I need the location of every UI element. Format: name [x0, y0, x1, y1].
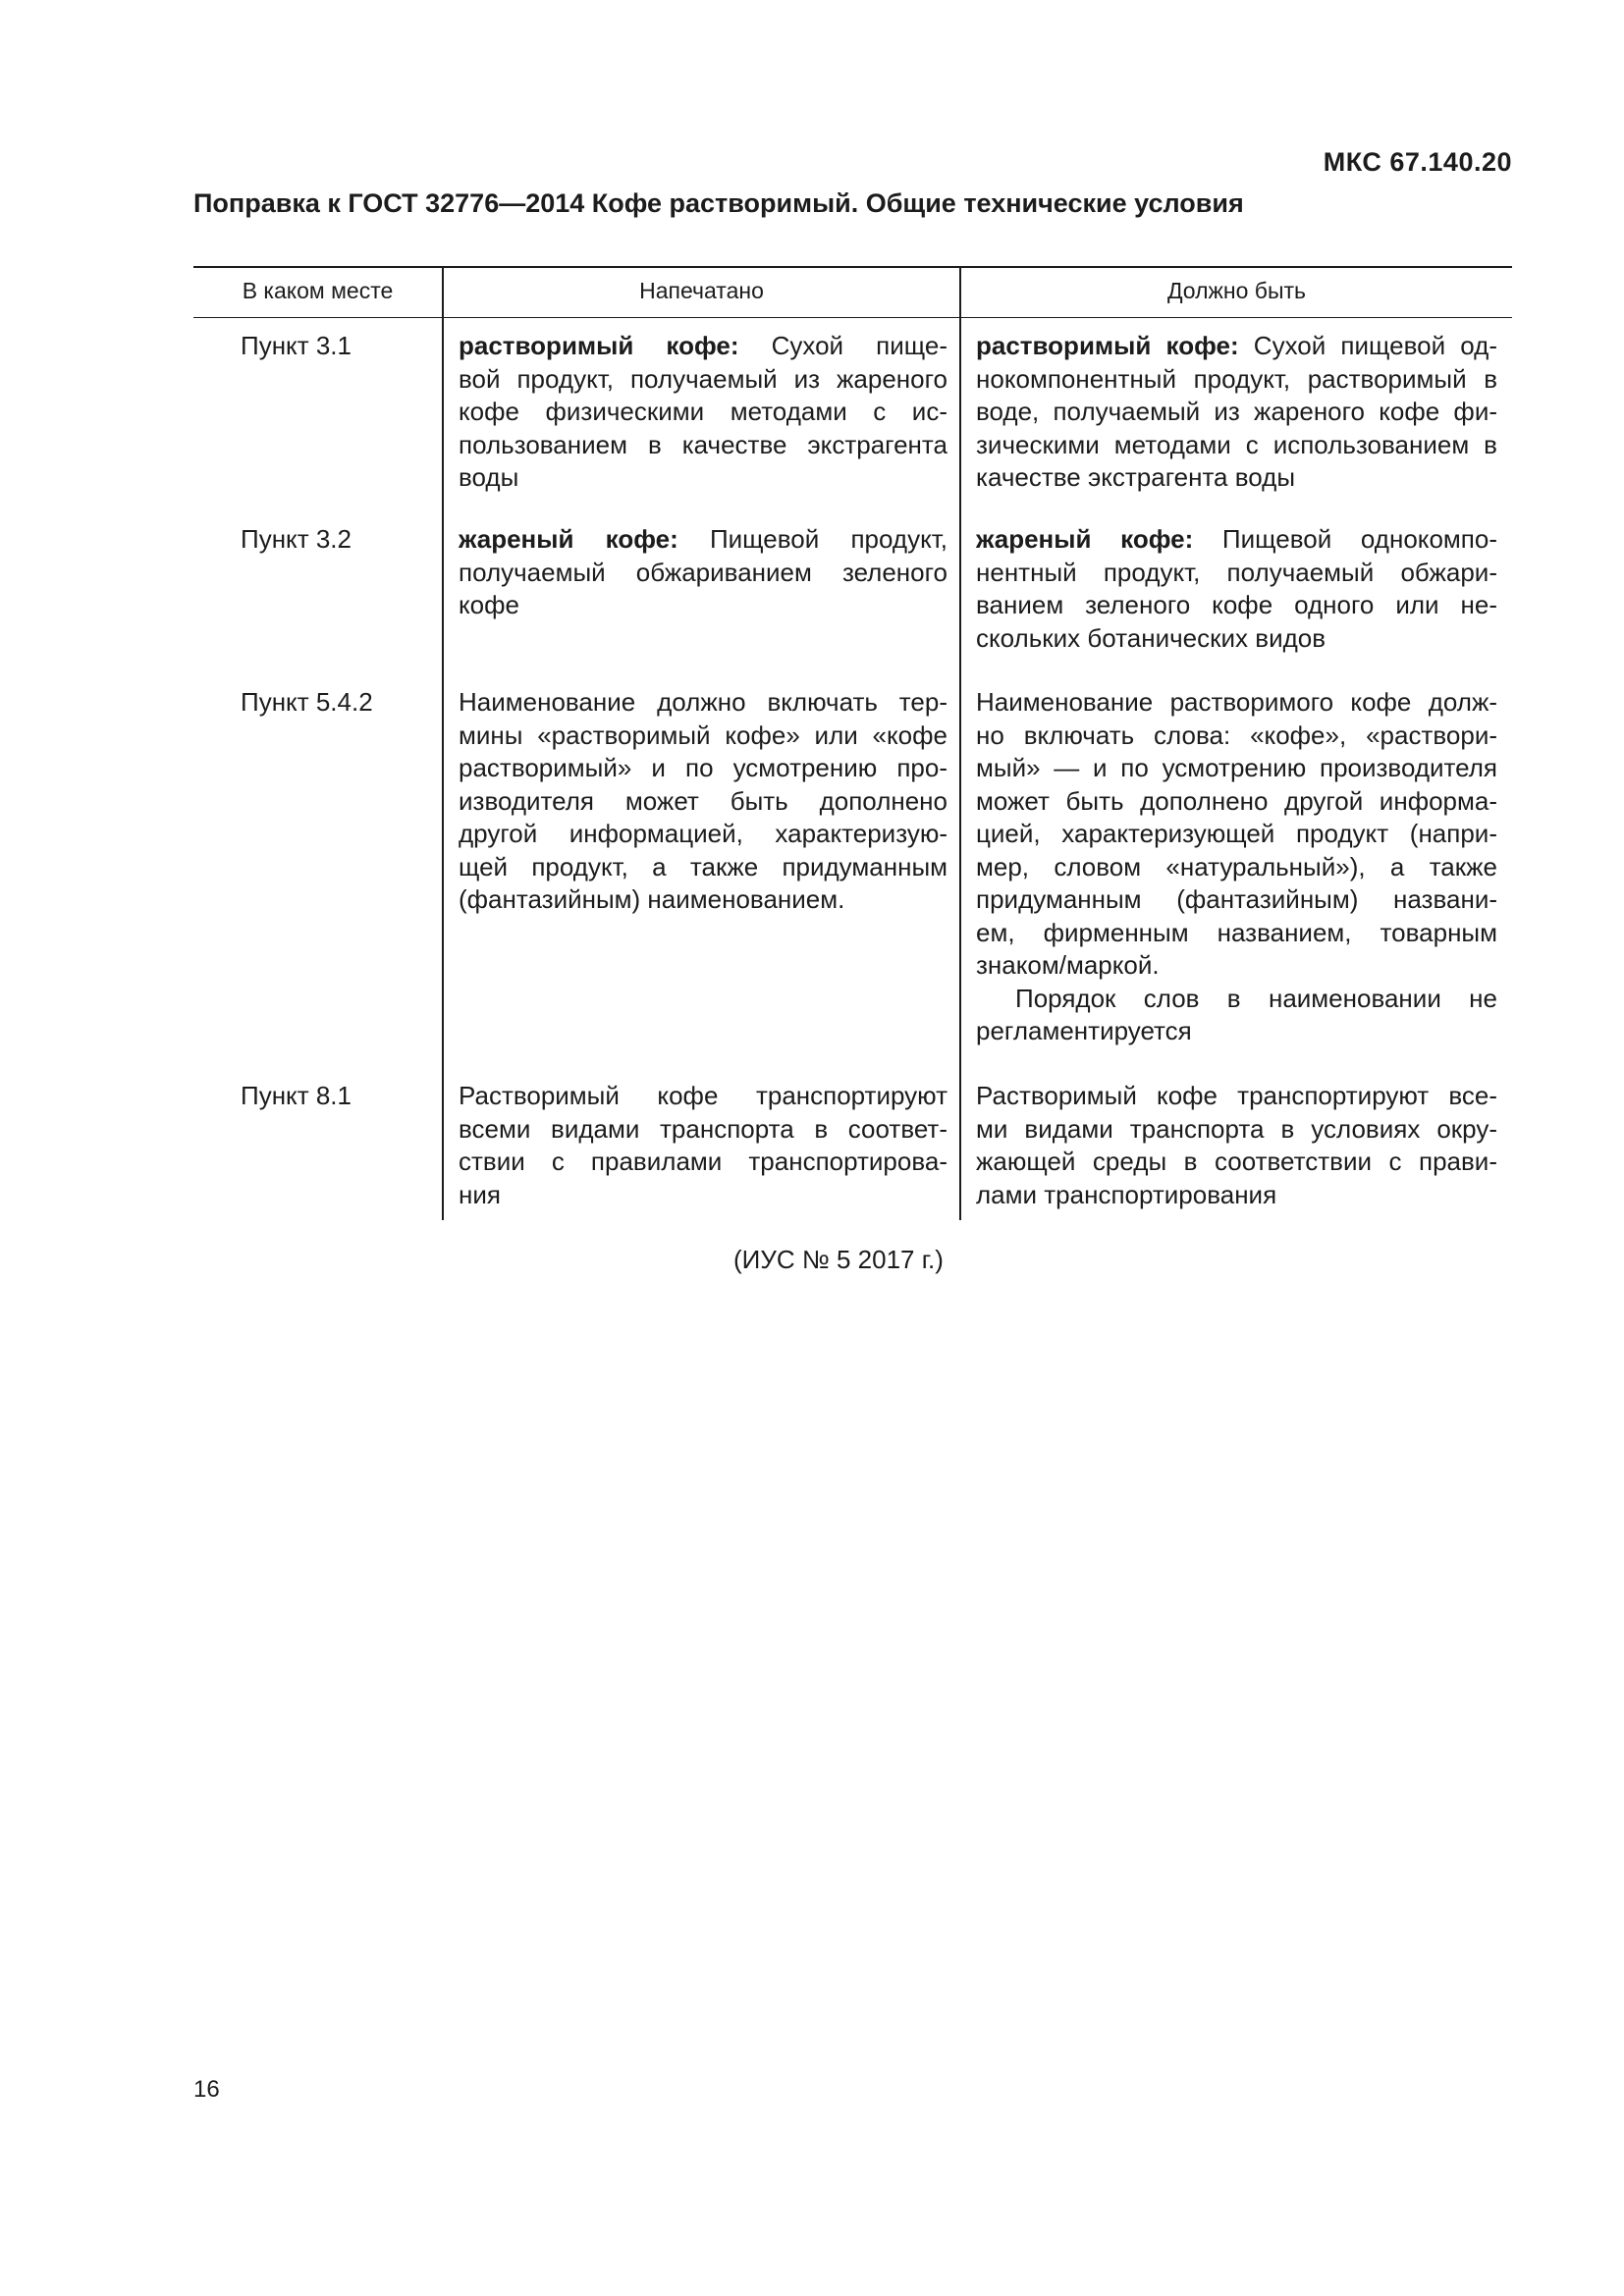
column-header-place: В каком месте: [242, 278, 394, 303]
column-header-printed: Напечатано: [639, 278, 764, 303]
table-top-rule: [193, 266, 1512, 268]
row-place: Пункт 8.1: [241, 1081, 352, 1110]
amendment-title: Поправка к ГОСТ 32776—2014 Кофе растворимый. Общие технические условия: [193, 188, 1244, 218]
column-divider-1: [442, 266, 444, 1220]
row-place: Пункт 3.2: [241, 524, 352, 554]
correct-text: жареный кофе: Пищевой однокомпо- нентный продукт, получаемый обжари- ванием зеленого кофе одного или не- скольких ботанических видов: [976, 524, 1497, 653]
amendment-table: [193, 266, 1512, 1220]
classification-code: МКС 67.140.20: [1323, 147, 1512, 177]
column-divider-2: [959, 266, 961, 1220]
correct-text: Растворимый кофе транспортируют все- ми видами транспорта в условиях окру- жающей среды в соответствии с прави- лами транспортирования: [976, 1081, 1497, 1209]
ius-reference: (ИУС № 5 2017 г.): [733, 1245, 944, 1274]
printed-text: жареный кофе: Пищевой продукт, получаемый обжариванием зеленого кофе: [459, 524, 947, 619]
term-label: жареный кофе:: [976, 524, 1194, 554]
correct-text: Наименование растворимого кофе долж- но включать слова: «кофе», «раствори- мый» — и по усмотрению производителя может быть дополнено другой информа- цией, характеризующей продукт (напри- мер, словом «натуральный»), а также придуманным (фантазийным) названи- ем, фирменным названием, товарным знаком/маркой. Порядок слов в наименовании не регламентируется: [976, 687, 1497, 1045]
printed-text: Растворимый кофе транспортируют всеми видами транспорта в соответ- ствии с правилами транспортирова- ния: [459, 1081, 947, 1209]
term-label: растворимый кофе:: [976, 331, 1239, 360]
page-number: 16: [193, 2076, 220, 2103]
printed-text: Наименование должно включать тер- мины «растворимый кофе» или «кофе растворимый» и по усмотрению про- изводителя может быть дополнено другой информацией, характеризую- щей продукт, а также придуманным (фантазийным) наименованием.: [459, 687, 947, 914]
correct-text-paragraph: Порядок слов в наименовании не: [1015, 983, 1497, 1013]
row-place: Пункт 5.4.2: [241, 687, 373, 717]
term-label: растворимый кофе:: [459, 331, 739, 360]
term-label: жареный кофе:: [459, 524, 678, 554]
row-place: Пункт 3.1: [241, 331, 352, 360]
column-header-correct: Должно быть: [1166, 278, 1307, 303]
printed-text: растворимый кофе: Сухой пище- вой продукт, получаемый из жареного кофе физическими методами с ис- пользованием в качестве экстрагента воды: [459, 331, 947, 492]
correct-text: растворимый кофе: Сухой пищевой од- нокомпонентный продукт, растворимый в воде, получаемый из жареного кофе фи- зическими методами с использованием в качестве экстрагента воды: [976, 331, 1497, 492]
table-header-rule: [193, 317, 1512, 318]
